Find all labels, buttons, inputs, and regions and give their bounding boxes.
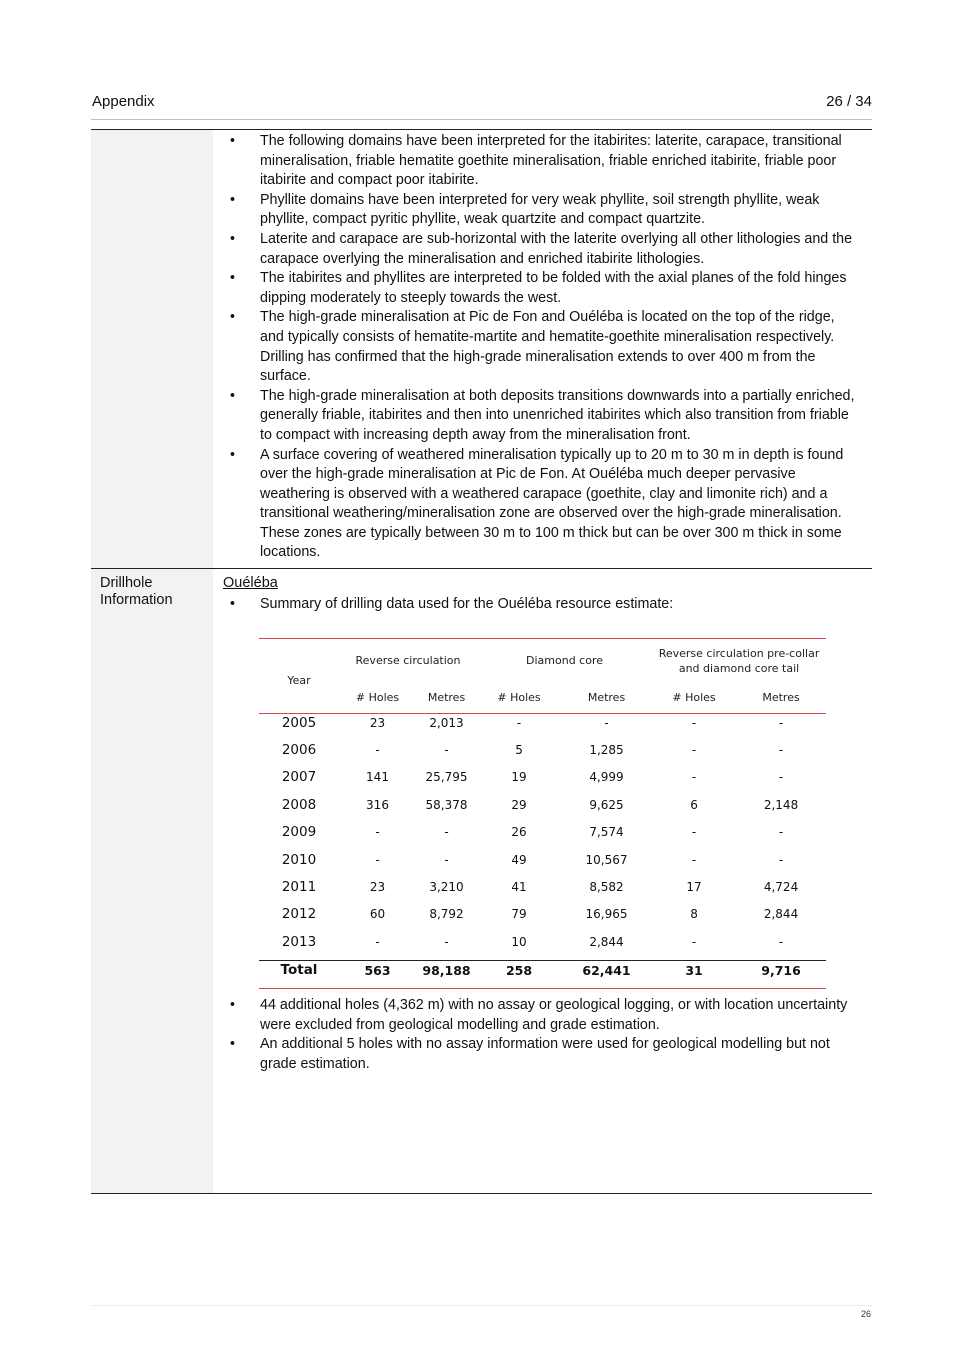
table-row [91,130,872,569]
table-row [259,796,826,823]
drilling-summary-table [259,638,826,990]
table-total-row [259,961,826,989]
year-cell: 2005 [281,714,317,731]
table-cell: 8,792 [429,907,464,922]
list-item: • The high-grade mineralisation at both deposits transitions downwards into a partially enriched, generally friable, itabirites and then into unenriched itabirites which also transition from friable to compact with increasing depth away from the mineralisation front. [213,387,872,446]
table-cell: 6 [690,797,698,812]
table-cell: 58,378 [425,797,468,812]
table-cell: 49 [511,852,527,867]
year-cell: 2006 [281,742,317,759]
total-cell: 98,188 [416,961,477,989]
table-cell: - [691,934,697,949]
page-counter: 26 / 34 [826,93,872,110]
table-cell: - [375,852,380,867]
footer-page-number: 26 [860,1309,871,1319]
col-header-metres: Metres [736,683,826,714]
table-row [259,713,826,741]
table-cell: 60 [369,907,386,922]
year-cell: 2010 [281,851,317,868]
row-content-cell [213,130,872,569]
drilling-table-body [259,713,826,961]
table-row [259,851,826,878]
table-cell: - [375,743,380,758]
table-cell: 1,285 [589,743,624,758]
table-cell: - [778,825,784,840]
list-item: • The itabirites and phyllites are interpreted to be folded with the axial planes of the fold hinges dipping moderately to steeply towards the west. [213,269,872,308]
year-cell: 2012 [281,906,317,923]
table-cell: 25,795 [425,770,468,785]
table-cell: 10,567 [585,852,628,867]
table-cell: - [444,934,449,949]
table-cell: - [604,715,609,730]
col-header-holes: # Holes [652,683,736,714]
table-cell: - [778,715,784,730]
year-cell: 2011 [281,879,317,895]
intro-bullet-list [213,595,872,615]
table-cell: 9,625 [589,797,624,812]
notes-bullet-list [213,996,872,1074]
table-cell: 10 [511,934,527,949]
list-item: • The following domains have been interpreted for the itabirites: laterite, carapace, transitional mineralisation, friable hematite goethite mineralisation, friable enriched itabirite, friable poor itabirite and compact poor itabirite. [213,132,872,191]
table-cell: - [375,934,380,949]
table-cell: - [778,852,784,867]
year-cell: 2009 [281,824,317,841]
table-cell: - [691,715,697,730]
table-cell: 16,965 [585,907,628,922]
year-cell: 2013 [281,933,317,950]
table-cell: 2,844 [763,907,799,922]
list-item: • 44 additional holes (4,362 m) with no assay or geological logging, or with location uncertainty were excluded from geological modelling and grade estimation. [213,996,872,1035]
table-row [259,878,826,905]
header-line: and diamond core tail [678,661,800,675]
list-item: • The high-grade mineralisation at Pic de Fon and Ouéléba is located on the top of the ridge, and typically consists of hematite-martite and hematite-goethite mineralisation respectively. Drilling has confirmed that the high-grade mineralisation extends to over 400 m from the surface. [213,308,872,386]
table-row [259,933,826,961]
table-cell: 26 [511,825,527,840]
table-cell: 316 [366,797,389,812]
col-header-metres: Metres [416,683,477,714]
page-header [91,93,872,120]
table-cell: - [691,743,697,758]
table-cell: 8 [690,907,698,922]
table-cell: 23 [369,715,386,730]
total-cell: 258 [477,961,561,989]
table-cell: - [691,852,697,867]
table-cell: 2,148 [763,797,799,812]
table-cell: 19 [511,770,527,785]
total-label: Total [259,961,339,989]
table-cell: - [778,770,784,785]
table-cell: - [691,770,697,785]
header-line: Reverse circulation pre-collar [658,646,820,660]
geology-bullet-list [213,132,872,563]
total-cell: 563 [339,961,416,989]
table-cell: - [444,825,449,840]
group-header-dc: Diamond core [526,654,604,668]
total-cell: 9,716 [736,961,826,989]
list-item: • An additional 5 holes with no assay information were used for geological modelling but not grade estimation. [213,1035,872,1074]
table-row [259,741,826,768]
table-row [259,823,826,850]
table-cell: 2,013 [429,715,464,730]
table-cell: 8,582 [589,880,624,894]
list-item: • Laterite and carapace are sub-horizontal with the laterite overlying all other lithologies and the carapace overlying the mineralisation and enriched itabirite lithologies. [213,230,872,269]
table-subheader-row [259,683,826,714]
list-item: • Phyllite domains have been interpreted for very weak phyllite, soil strength phyllite, weak phyllite, compact pyritic phyllite, weak quartzite and compact quartzite. [213,191,872,230]
footer-divider [91,1305,872,1306]
table-cell: - [691,825,697,840]
table-cell: 23 [369,880,386,894]
col-header-holes: # Holes [339,683,416,714]
drillhole-information-label [91,569,213,609]
row-content-cell [213,569,872,1194]
col-header-metres: Metres [561,683,652,714]
section-title: Appendix [92,93,155,110]
table-cell: - [516,715,522,730]
table-cell: 79 [511,907,527,922]
table-cell: 2,844 [589,934,624,949]
row-label-cell [91,130,213,569]
table-cell: - [375,825,380,840]
group-header-rcdc [652,638,826,683]
table-cell: - [778,934,784,949]
table-row [91,569,872,1194]
drilling-summary-table-wrap [259,638,826,990]
list-item: • A surface covering of weathered mineralisation typically up to 20 m to 30 m in depth is found over the high-grade mineralisation at Pic de Fon. At Ouéléba much deeper pervasive weathering is observed with a weathered carapace (goethite, clay and limonite rich) and a transitional weathering/mineralisation zone are observed over the high-grade mineralisation. These zones are typically between 30 m to 100 m thick but can be over 300 m thick in some locations. [213,446,872,564]
table-cell: 7,574 [589,825,624,840]
table-cell: 3,210 [429,880,464,894]
year-cell: 2007 [281,769,317,786]
label-line: Drillhole [100,575,153,592]
table-row [259,905,826,932]
table-cell: 4,724 [763,880,799,894]
table-cell: 17 [686,880,702,894]
appendix-table [91,129,872,1194]
group-header-rc: Reverse circulation [355,654,461,668]
deposit-subheading: Ouéléba [223,575,278,592]
table-cell: - [444,852,449,867]
table-row [259,768,826,795]
total-cell: 31 [652,961,736,989]
table-header-row [259,638,826,683]
list-item: • Summary of drilling data used for the Ouéléba resource estimate: [213,595,872,615]
label-line: Information [100,592,173,609]
table-cell: 4,999 [589,770,624,785]
col-header-year: Year [259,638,339,713]
table-cell: 41 [511,880,527,894]
table-cell: 5 [515,743,523,758]
table-cell: 29 [511,797,527,812]
table-cell: - [778,743,784,758]
year-cell: 2008 [281,796,317,813]
table-cell: 141 [366,770,389,785]
row-label-cell [91,569,213,1194]
col-header-holes: # Holes [477,683,561,714]
table-cell: - [444,743,449,758]
total-cell: 62,441 [561,961,652,989]
